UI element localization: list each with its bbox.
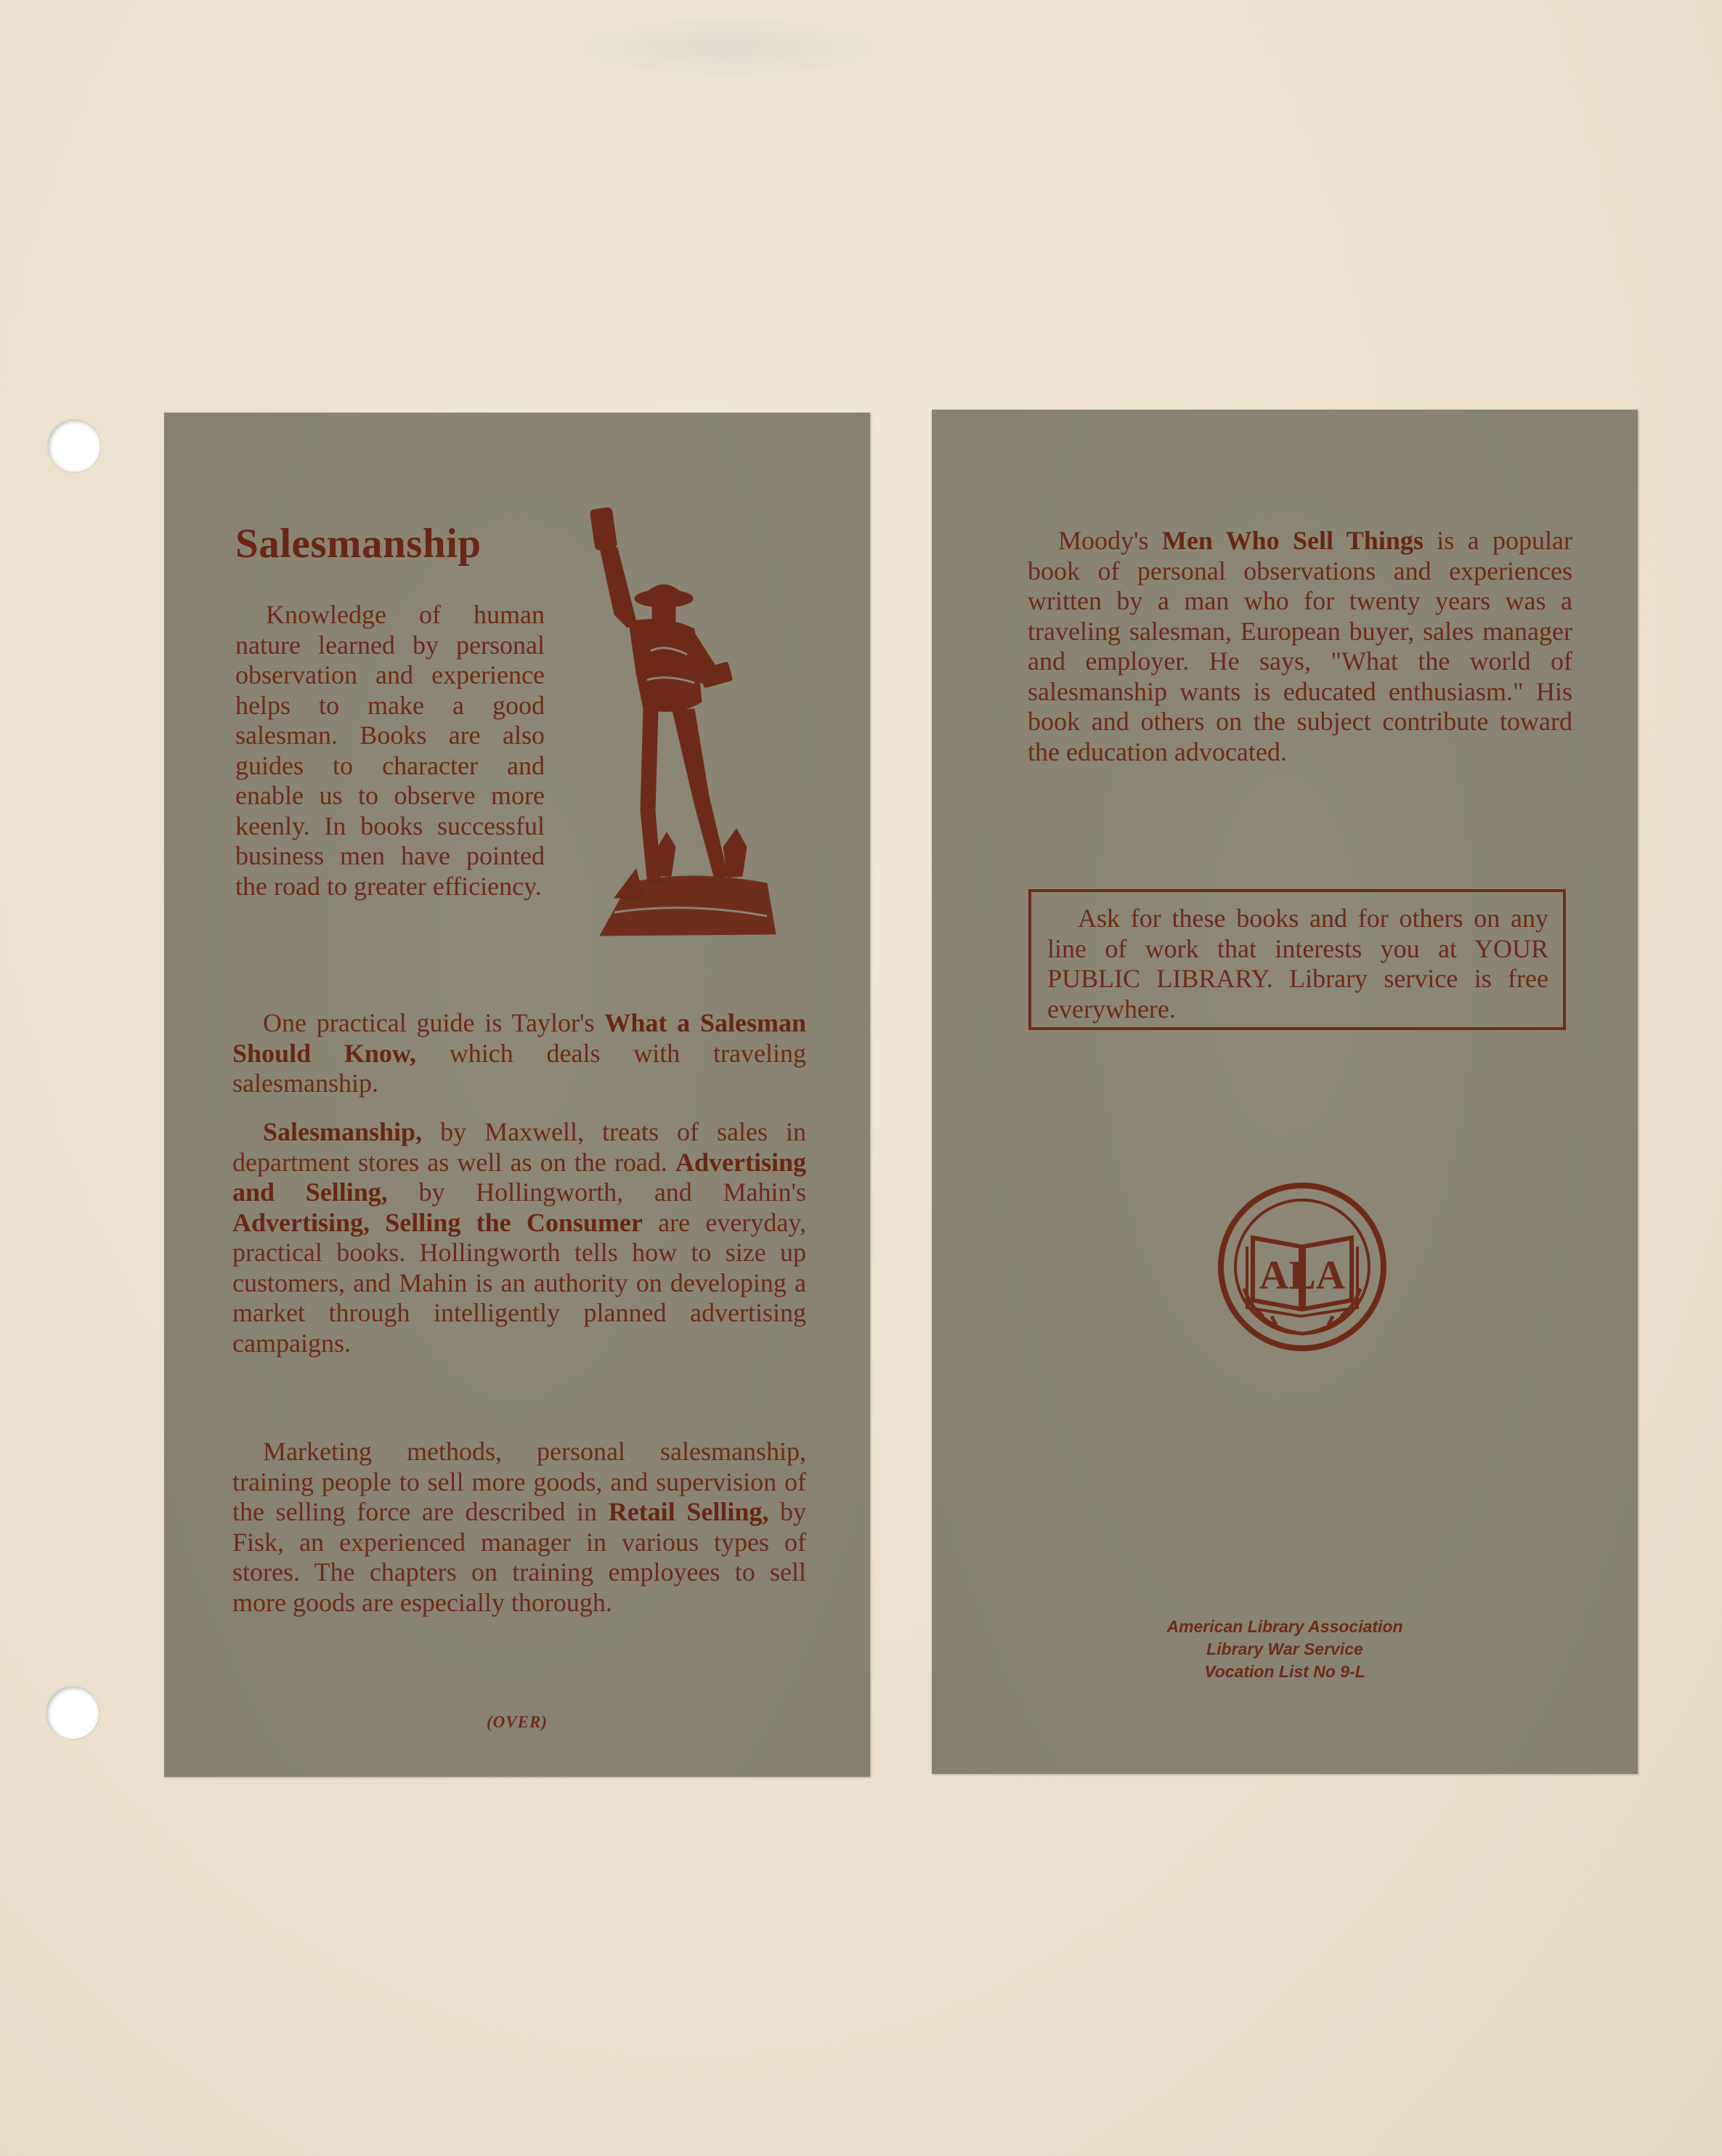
footer-line-2: Library War Service — [1206, 1640, 1363, 1658]
book-title-retail-selling: Retail Selling, — [608, 1497, 769, 1526]
punch-hole-top — [48, 420, 100, 472]
footer-line-3: Vocation List No 9-L — [1204, 1662, 1365, 1681]
ala-seal-logo — [1215, 1180, 1389, 1354]
soldier-figure-illustration — [585, 506, 781, 941]
card-title: Salesmanship — [235, 521, 482, 567]
taylor-paragraph: One practical guide is Taylor's What a Salesman Should Know, which deals with traveling salesmanship. — [232, 1008, 806, 1098]
book-title-advertising-selling-the-consumer: Advertising, Selling the Consumer — [232, 1207, 643, 1237]
paper-stain — [545, 15, 908, 80]
book-title-advertising-and-selling: Advertising and Selling, — [232, 1147, 806, 1207]
right-card — [932, 410, 1638, 1774]
footer-line-1: American Library Association — [1166, 1617, 1403, 1636]
book-title-what-a-salesman-should-know: What a Salesman Should Know, — [232, 1008, 806, 1068]
left-card — [164, 413, 870, 1777]
fisk-paragraph: Marketing methods, personal salesmanship, training people to sell more goods, and supervision of the selling force are described in Retail Selling, by Fisk, an experienced manager in various types of stores. The chapters on training employees to sell more goods are especially thorough. — [232, 1437, 807, 1617]
intro-paragraph: Knowledge of human nature learned by personal observation and experience helps to make a good salesman. Books are also guides to character and enable us to observe more keenly. In books successful business men have pointed the road to greater efficiency. — [235, 600, 545, 901]
library-notice-text: Ask for these books and for others on any line of work that interests you at YOUR PUBLIC LIBRARY. Library service is free everywhere. — [1047, 904, 1548, 1024]
book-title-men-who-sell-things: Men Who Sell Things — [1161, 526, 1424, 555]
book-title-salesmanship: Salesmanship, — [263, 1117, 423, 1146]
moody-paragraph: Moody's Men Who Sell Things is a popular book of personal observations and experiences written by a man who for twenty years was a traveling salesman, European buyer, sales manager and employer. He says, "What the world of salesmanship wants is educated enthusiasm." His book and others on the subject contribute toward the education advocated. — [1028, 526, 1572, 766]
seal-letters: ALA — [1259, 1253, 1346, 1298]
footer-credit — [932, 1616, 1638, 1683]
maxwell-paragraph: Salesmanship, by Maxwell, treats of sales in department stores as well as on the road. Advertising and Selling, by Hollingworth, and Mahin's Advertising, Selling the Consumer are everyday, practical books. Hollingworth tells how to size up customers, and Mahin is an authority on developing a market through intelligently planned advertising campaigns. — [232, 1117, 807, 1358]
library-notice-box — [1028, 889, 1566, 1030]
punch-hole-bottom — [46, 1687, 99, 1739]
over-label: (OVER) — [487, 1713, 548, 1731]
